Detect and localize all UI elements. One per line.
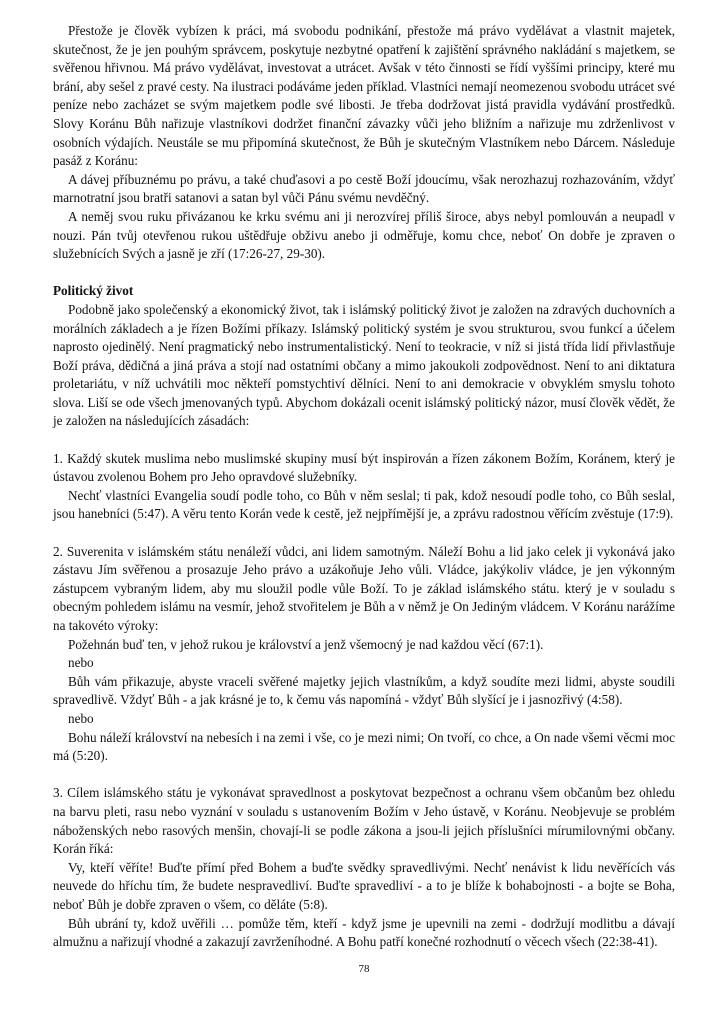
quran-quote: Požehnán buď ten, v jehož rukou je království a jenž všemocný je nad každou věcí (67:1). [68,636,544,652]
political-paragraph: Podobně jako společenský a ekonomický život, tak i islámský politický život je založen na zdravých duchovních a morálních základech a je řízen Božími příkazy. Islámský politický systém je svou strukturou, svou funkcí a účelem naprosto ojedinělý. Není pragmatický nebo instrumentalistický. Není to teokracie, v níž si jistá třída lidí přivlastňuje Boží práva, dědičná a jiná práva a stojí nad ostatními občany a mimo jakoukoli zodpovědnost. Není to ani diktatura proletariátu, v níž uchvátili moc někteří pomstychtiví dělníci. Není to ani demokracie v obvyklém smyslu tohoto slova. Liší se ode všech jmenovaných typů. Abychom dokázali ocenit islámský politický názor, musí člověk vědět, že je založen na následujících zásadách: [53,301,675,429]
quran-quote: Bůh vám přikazuje, abyste vraceli svěřené majetky jejich vlastníkům, a když soudíte mezi lidmi, abyste soudili spravedlivě. Vždyť Bůh - a jak krásné je to, k čemu vás napomíná - vždyť Bůh slyšící je i jasnozřivý (4:58). [53,673,675,708]
paragraph-gap [53,264,675,283]
intro-paragraph: Přestože je člověk vybízen k práci, má svobodu podnikání, přestože má právo vydělávat a vlastnit majetek, skutečnost, že je jen pouhým správcem, poskytuje nezbytné opatření k zajištění správného nakládání s majetkem, se svěřenou hřivnou. Má právo vydělávat, investovat a utrácet. Avšak v této činnosti se řídí vyššími principy, které mu brání, aby sešel z pravé cesty. Na ilustraci podáváme jeden příklad. Vlastníci nemají neomezenou svobodu utrácet své peníze nebo zacházet se svým majetkem podle své libosti. Je třeba dodržovat jistá pravidla vydávání prostředků. Slovy Koránu Bůh nařizuje vlastníkovi dodržet finanční závazky vůči jeho bližním a nařizuje mu zdrženlivost v osobních výdajích. Neustále se mu připomíná skutečnost, že Bůh je skutečným Vlastníkem nebo Dárcem. Následuje pasáž z Koránu: [53,23,675,169]
section-heading: Politický život [53,283,134,299]
quran-quote: Nechť vlastníci Evangelia soudí podle toho, co Bůh v něm seslal; ti pak, kdož nesoudí podle toho, co Bůh seslal, jsou hanebníci (5:47). A věru tento Korán vede k cestě, jež nejpřímější je, a zprávu radostnou věřícím zvěstuje (17:9). [53,487,675,522]
document-page [53,22,675,952]
paragraph-gap [53,766,675,785]
quran-quote: Bohu náleží království na nebesích i na zemi i vše, co je mezi nimi; On tvoří, co chce, a On nade všemi věcmi moc má (5:20). [53,729,675,764]
conjunction-line: nebo [68,655,94,671]
paragraph-gap [53,524,675,543]
principle-1: 1. Každý skutek muslima nebo muslimské skupiny musí být inspirován a řízen zákonem Božím, Koránem, který je ústavou zvolenou Bohem pro Jeho opravdové služebníky. [53,450,675,485]
paragraph-gap [53,431,675,450]
quran-quote: Vy, kteří věříte! Buďte přímí před Bohem a buďte svědky spravedlivými. Nechť nenávist k lidu nevěřících vás neuvede do hříchu tím, že budete nespravedliví. Buďte spravedliví - a to je blíže k bohabojnosti - a bojte se Boha, neboť Bůh je dobře zpraven o všem, co děláte (5:8). [53,859,675,912]
principle-2: 2. Suverenita v islámském státu nenáleží vůdci, ani lidem samotným. Náleží Bohu a lid jako celek ji vykonává jako zástavu Jím svěřenou a prosazuje Jeho právo a uzákoňuje Jeho vůli. Vládce, jakýkoliv vládce, je jen výkonným zástupcem vybraným lidem, aby mu sloužil podle vůle Boží. To je základ islámského státu. který je v souladu s obecným pohledem islámu na vesmír, jehož stvořitelem je Bůh a v němž je On Jediným vládcem. V Koránu narážíme na takovéto výroky: [53,543,675,633]
conjunction-line: nebo [68,710,94,726]
quran-quote: Bůh ubrání ty, kdož uvěřili … pomůže těm, kteří - když jsme je upevnili na zemi - dodržují modlitbu a dávají almužnu a nařizují vhodné a zakazují zavrženíhodné. A Bohu patří konečné rozhodnutí o věcech všech (22:38-41). [53,915,675,950]
principle-3: 3. Cílem islámského státu je vykonávat spravedlnost a poskytovat bezpečnost a ochranu všem občanům bez ohledu na barvu pleti, rasu nebo vyznání v souladu s ustanovením Božím v Jeho ústavě, v Koránu. Neobjevuje se problém náboženských nebo rasových menšin, chovají-li se podle zákona a jsou-li jejich příslušníci mírumilovnými občany. Korán říká: [53,785,675,857]
quran-quote: A dávej příbuznému po právu, a také chuďasovi a po cestě Boží jdoucímu, však nerozhazuj rozhazováním, vždyť marnotratní jsou bratři satanovi a satan byl vůči Pánu svému nevděčný. [53,171,675,206]
quran-quote: A neměj svou ruku přivázanou ke krku svému ani ji nerozvírej příliš široce, abys nebyl pomlouván a neupadl v nouzi. Pán tvůj otevřenou rukou uštědřuje obživu anebo ji odměřuje, komu chce, neboť On dobře je zpraven o služebnících Svých a jasně je zří (17:26-27, 29-30). [53,208,675,262]
page-number: 78 [358,963,370,975]
